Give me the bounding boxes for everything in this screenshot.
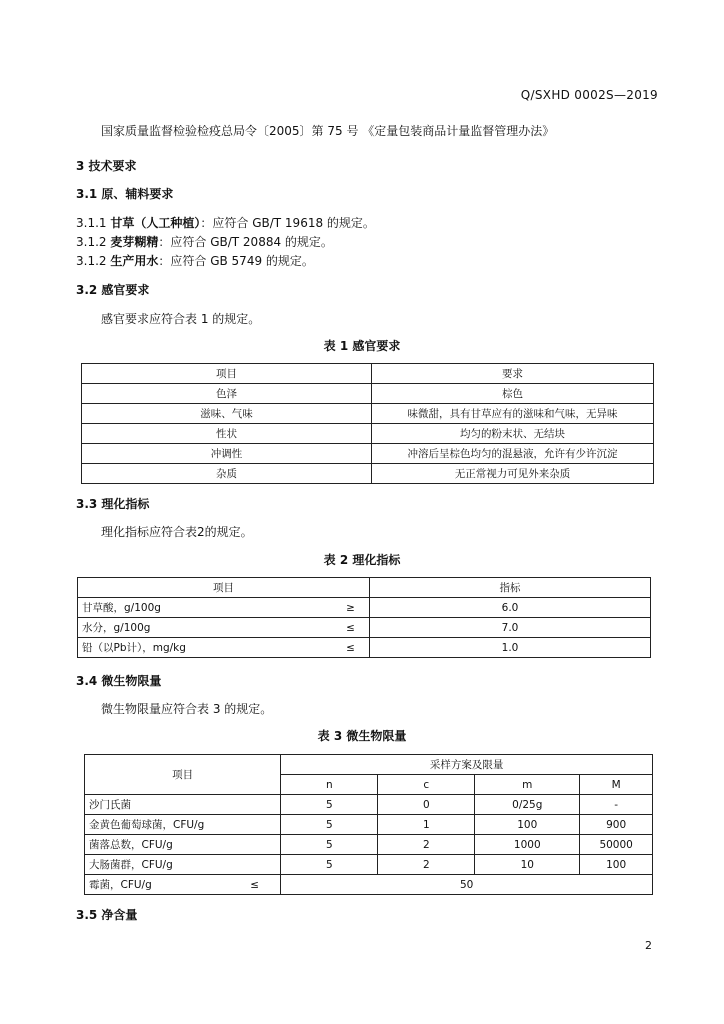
header-cell: 项目 <box>85 755 281 795</box>
table-cell: 冲溶后呈棕色均匀的混悬液，允许有少许沉淀 <box>372 444 654 464</box>
section-3-4-title: 3.4 微生物限量 <box>76 674 162 688</box>
table-row <box>82 424 654 444</box>
table-3 <box>84 754 653 895</box>
reference-line: 国家质量监督检验检疫总局令〔2005〕第 75 号 《定量包装商品计量监督管理办法》 <box>101 124 555 138</box>
table-2 <box>77 577 651 658</box>
table-cell: 50 <box>281 875 653 895</box>
table-cell: 2 <box>378 835 475 855</box>
table-cell: 5 <box>281 795 378 815</box>
table-row <box>85 855 653 875</box>
table-cell: 1.0 <box>370 638 651 658</box>
header-cell: 项目 <box>82 364 372 384</box>
table-row <box>85 815 653 835</box>
table-cell: 5 <box>281 815 378 835</box>
table-1 <box>81 363 654 484</box>
section-3-3-paragraph: 理化指标应符合表2的规定。 <box>101 525 253 539</box>
table-cell: 滋味、气味 <box>82 404 372 424</box>
table-cell: 味微甜，具有甘草应有的滋味和气味，无异味 <box>372 404 654 424</box>
table-cell: 1000 <box>475 835 580 855</box>
table-row <box>78 598 651 618</box>
table-cell: 7.0 <box>370 618 651 638</box>
table-header-row <box>82 364 654 384</box>
table-row <box>82 404 654 424</box>
table-row <box>82 464 654 484</box>
clause-3-1-2-b <box>76 252 314 269</box>
table-cell: 900 <box>580 815 653 835</box>
clause-number: 3.1.2 <box>76 235 107 249</box>
table-cell: 2 <box>378 855 475 875</box>
table-row <box>85 795 653 815</box>
clause-number: 3.1.1 <box>76 216 107 230</box>
table-cell: 50000 <box>580 835 653 855</box>
section-3-title: 3 技术要求 <box>76 159 137 173</box>
clause-name: 生产用水 <box>110 254 159 268</box>
table-header-row <box>85 755 653 775</box>
header-cell: 项目 <box>78 578 370 598</box>
section-3-2-paragraph: 感官要求应符合表 1 的规定。 <box>101 312 261 326</box>
table-cell: 性状 <box>82 424 372 444</box>
table-cell: 棕色 <box>372 384 654 404</box>
table-cell: 0 <box>378 795 475 815</box>
subheader-cell: n <box>281 775 378 795</box>
table-row <box>82 444 654 464</box>
table-cell: 甘草酸，g/100g <box>78 598 333 618</box>
table-row <box>78 618 651 638</box>
table-cell: 5 <box>281 835 378 855</box>
table-cell: 色泽 <box>82 384 372 404</box>
table-cell: - <box>580 795 653 815</box>
header-cell: 要求 <box>372 364 654 384</box>
table-cell: 杂质 <box>82 464 372 484</box>
table-cell: 无正常视力可见外来杂质 <box>372 464 654 484</box>
table-header-row <box>78 578 651 598</box>
table-cell: 1 <box>378 815 475 835</box>
table-cell: 沙门氏菌 <box>85 795 281 815</box>
operator-cell: ≤ <box>332 618 370 638</box>
operator-cell: ≤ <box>229 875 281 895</box>
header-group-cell: 采样方案及限量 <box>281 755 653 775</box>
table-cell: 水分，g/100g <box>78 618 333 638</box>
table-cell: 铅（以Pb计），mg/kg <box>78 638 333 658</box>
clause-name: 甘草（人工种植） <box>110 216 201 230</box>
section-3-4-paragraph: 微生物限量应符合表 3 的规定。 <box>101 702 273 716</box>
table-cell: 5 <box>281 855 378 875</box>
clause-text: ：应符合 GB 5749 的规定。 <box>158 254 314 268</box>
table-1-caption: 表 1 感官要求 <box>323 339 401 353</box>
subheader-cell: M <box>580 775 653 795</box>
table-cell: 0/25g <box>475 795 580 815</box>
clause-text: ：应符合 GB/T 20884 的规定。 <box>158 235 333 249</box>
table-cell: 100 <box>580 855 653 875</box>
table-row <box>78 638 651 658</box>
table-cell: 100 <box>475 815 580 835</box>
subheader-cell: m <box>475 775 580 795</box>
table-cell: 霉菌，CFU/g <box>85 875 230 895</box>
table-row <box>85 875 653 895</box>
section-3-2-title: 3.2 感官要求 <box>76 283 150 297</box>
clause-name: 麦芽糊精 <box>110 235 159 249</box>
operator-cell: ≥ <box>332 598 370 618</box>
section-3-1-title: 3.1 原、辅料要求 <box>76 187 174 201</box>
section-3-5-title: 3.5 净含量 <box>76 908 138 922</box>
table-2-caption: 表 2 理化指标 <box>323 553 401 567</box>
table-cell: 大肠菌群，CFU/g <box>85 855 281 875</box>
page-number: 2 <box>645 939 652 952</box>
table-cell: 均匀的粉末状、无结块 <box>372 424 654 444</box>
operator-cell: ≤ <box>332 638 370 658</box>
table-cell: 金黄色葡萄球菌，CFU/g <box>85 815 281 835</box>
clause-number: 3.1.2 <box>76 254 107 268</box>
table-cell: 菌落总数，CFU/g <box>85 835 281 855</box>
clause-text: ：应符合 GB/T 19618 的规定。 <box>200 216 375 230</box>
clause-3-1-2-a <box>76 233 333 250</box>
table-cell: 10 <box>475 855 580 875</box>
table-cell: 冲调性 <box>82 444 372 464</box>
table-3-caption: 表 3 微生物限量 <box>317 729 407 743</box>
table-cell: 6.0 <box>370 598 651 618</box>
header-cell: 指标 <box>370 578 651 598</box>
standard-code: Q/SXHD 0002S—2019 <box>520 88 658 102</box>
section-3-3-title: 3.3 理化指标 <box>76 497 150 511</box>
clause-3-1-1 <box>76 214 375 231</box>
table-row <box>85 835 653 855</box>
table-row <box>82 384 654 404</box>
subheader-cell: c <box>378 775 475 795</box>
